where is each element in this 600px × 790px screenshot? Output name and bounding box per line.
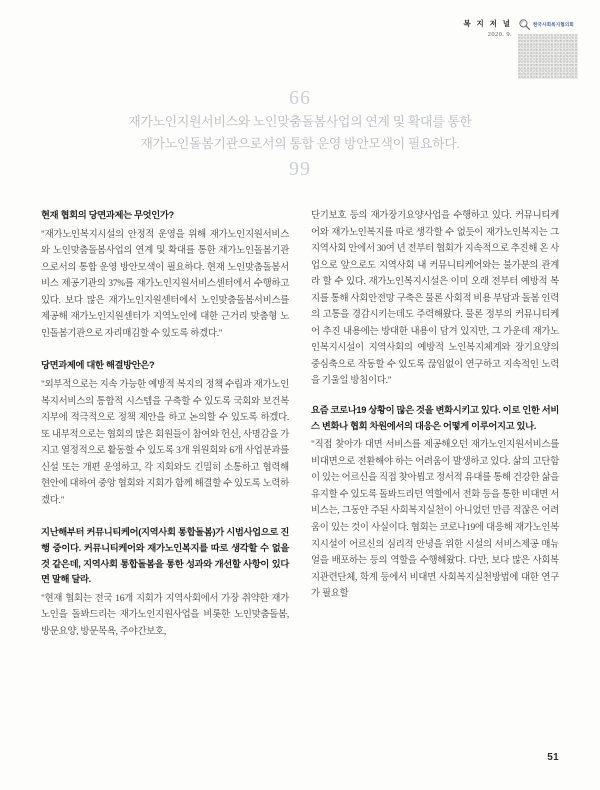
answer-paragraph-4: "직접 찾아가 대면 서비스를 제공해오던 재가노인지원서비스를 비대면으로 전환해야 하는 어려움이 발생하고 있다. 삶의 고단함이 있는 어르신을 직접 찾아뵙고 정서적 유대를 통해 건강한 삶을 유지할 수 있도록 돌봐드리던 역할에서 전화 등을 통한 비대면 서비스는, 그동안 주된 사회복지실천이 아니었던 만큼 적잖은 어려움이 있는 것이 사실이다. 협회는 코로나19에 대응해 재가노인복지시설이 어르신의 심리적 안녕을 위한 시설의 서비스제공 매뉴얼을 배포하는 등의 역할을 수행해왔다. 다만, 보다 많은 사회복지관련단체, 학계 등에서 비대면 사회복지실천방법에 대한 연구가 필요할 [311, 440, 559, 600]
magnifier-icon [518, 18, 531, 31]
masthead [463, 18, 578, 79]
pull-quote [0, 88, 600, 179]
question-heading-1: 현재 협회의 당면과제는 무엇인가? [41, 210, 174, 220]
publisher-logo [518, 18, 574, 31]
left-column [41, 208, 289, 734]
publisher-logo-block [518, 18, 578, 79]
paragraph-spacer [311, 390, 559, 403]
organization-name: 한국사회복지협의회 [533, 21, 574, 27]
right-column [311, 208, 559, 734]
issue-date: 2020. 9. [487, 31, 512, 39]
answer-paragraph-continued: 단기보호 등의 재가장기요양사업을 수행하고 있다. 커뮤니티케어와 재가노인복지를 따로 생각할 수 없듯이 재가노인복지는 그 지역사회 안에서 30여 년 전부터 협회가 지속적으로 추진해 온 사업으로 앞으로도 지역사회 내 커뮤니티케어와는 불가분의 관계라 할 수 있다. 재가노인복지시설은 이미 오래 전부터 예방적 복지를 통해 사회안전망 구축은 물론 사회적 비용 부담과 돌봄 인력의 고통을 경감시키는데도 주력해왔다. 물론 정부의 커뮤니티케어 추진 내용에는 방대한 내용이 담겨 있지만, 그 가운데 재가노인복지시설이 지역사회의 예방적 노인복지체계와 장기요양의 중심축으로 작동할 수 있도록 끊임없이 연구하고 지속적인 노력을 기울일 방침이다." [311, 211, 559, 387]
open-quote-mark: 66 [289, 87, 311, 109]
close-quote-mark: 99 [289, 157, 311, 180]
question-heading-3: 지난해부터 커뮤니티케어(지역사회 통합돌봄)가 시범사업으로 진행 중이다. 커뮤니티케어와 재가노인복지를 따로 생각할 수 없을 것 같은데, 지역사회 통합돌봄을 통한 성과와 개선할 사항이 있다면 말해 달라. [41, 527, 289, 585]
page-number: 51 [547, 752, 559, 763]
scanned-image-block [518, 34, 578, 79]
answer-paragraph-1: "재가노인복지시설의 안정적 운영을 위해 재가노인지원서비스와 노인맞춤돌봄사업의 연계 및 확대를 통한 재가노인돌봄기관으로서의 통합 운영 방안모색이 필요하다. 현재 노인맞춤돌봄서비스 제공기관의 37%를 재가노인지원서비스센터에서 수행하고 있다. 보다 많은 재가노인지원센터에서 노인맞춤돌봄서비스를 제공해 재가노인지원센터가 지역노인에 대한 근거리 맞춤형 노인돌봄기관으로 자리매김할 수 있도록 하겠다." [41, 229, 289, 339]
answer-paragraph-2: "외부적으로는 지속 가능한 예방적 복지의 정책 수립과 재가노인복지서비스의 통합적 시스템을 구축할 수 있도록 국회와 보건복지부에 적극적으로 정책 제안을 하고 논의할 수 있도록 하겠다. 또 내부적으로는 협회의 많은 회원들이 참여와 헌신, 사명감을 가지고 열정적으로 활동할 수 있도록 3개 위원회와 6개 사업분과를 신설 또는 개편 운영하고, 각 지회와도 긴밀히 소통하고 협력해 현안에 대하여 중앙 협회와 지회가 함께 해결할 수 있도록 노력하겠다." [41, 380, 289, 506]
pull-quote-line-1: 재가노인지원서비스와 노인맞춤돌봄사업의 연계 및 확대를 통한 [128, 115, 472, 129]
pull-quote-line-2: 재가노인돌봄기관으로서의 통합 운영 방안모색이 필요하다. [140, 137, 460, 152]
masthead-text-block [463, 18, 512, 40]
article-columns [41, 208, 559, 734]
journal-title: 복 지 저 널 [463, 19, 512, 28]
question-heading-4: 요즘 코로나19 상황이 많은 것을 변화시키고 있다. 이로 인한 서비스 변화나 협회 차원에서의 대응은 어떻게 이루어지고 있나. [311, 405, 559, 431]
question-heading-2: 당면과제에 대한 해결방안은? [41, 360, 155, 371]
paragraph-spacer [41, 509, 289, 525]
paragraph-spacer [41, 342, 289, 358]
answer-paragraph-3: "현재 협회는 전국 16개 지회가 지역사회에서 가장 취약한 재가노인을 돌봐드리는 재가노인지원사업을 비롯한 노인맞춤돌봄, 방문요양, 방문목욕, 주야간보호, [41, 593, 289, 637]
